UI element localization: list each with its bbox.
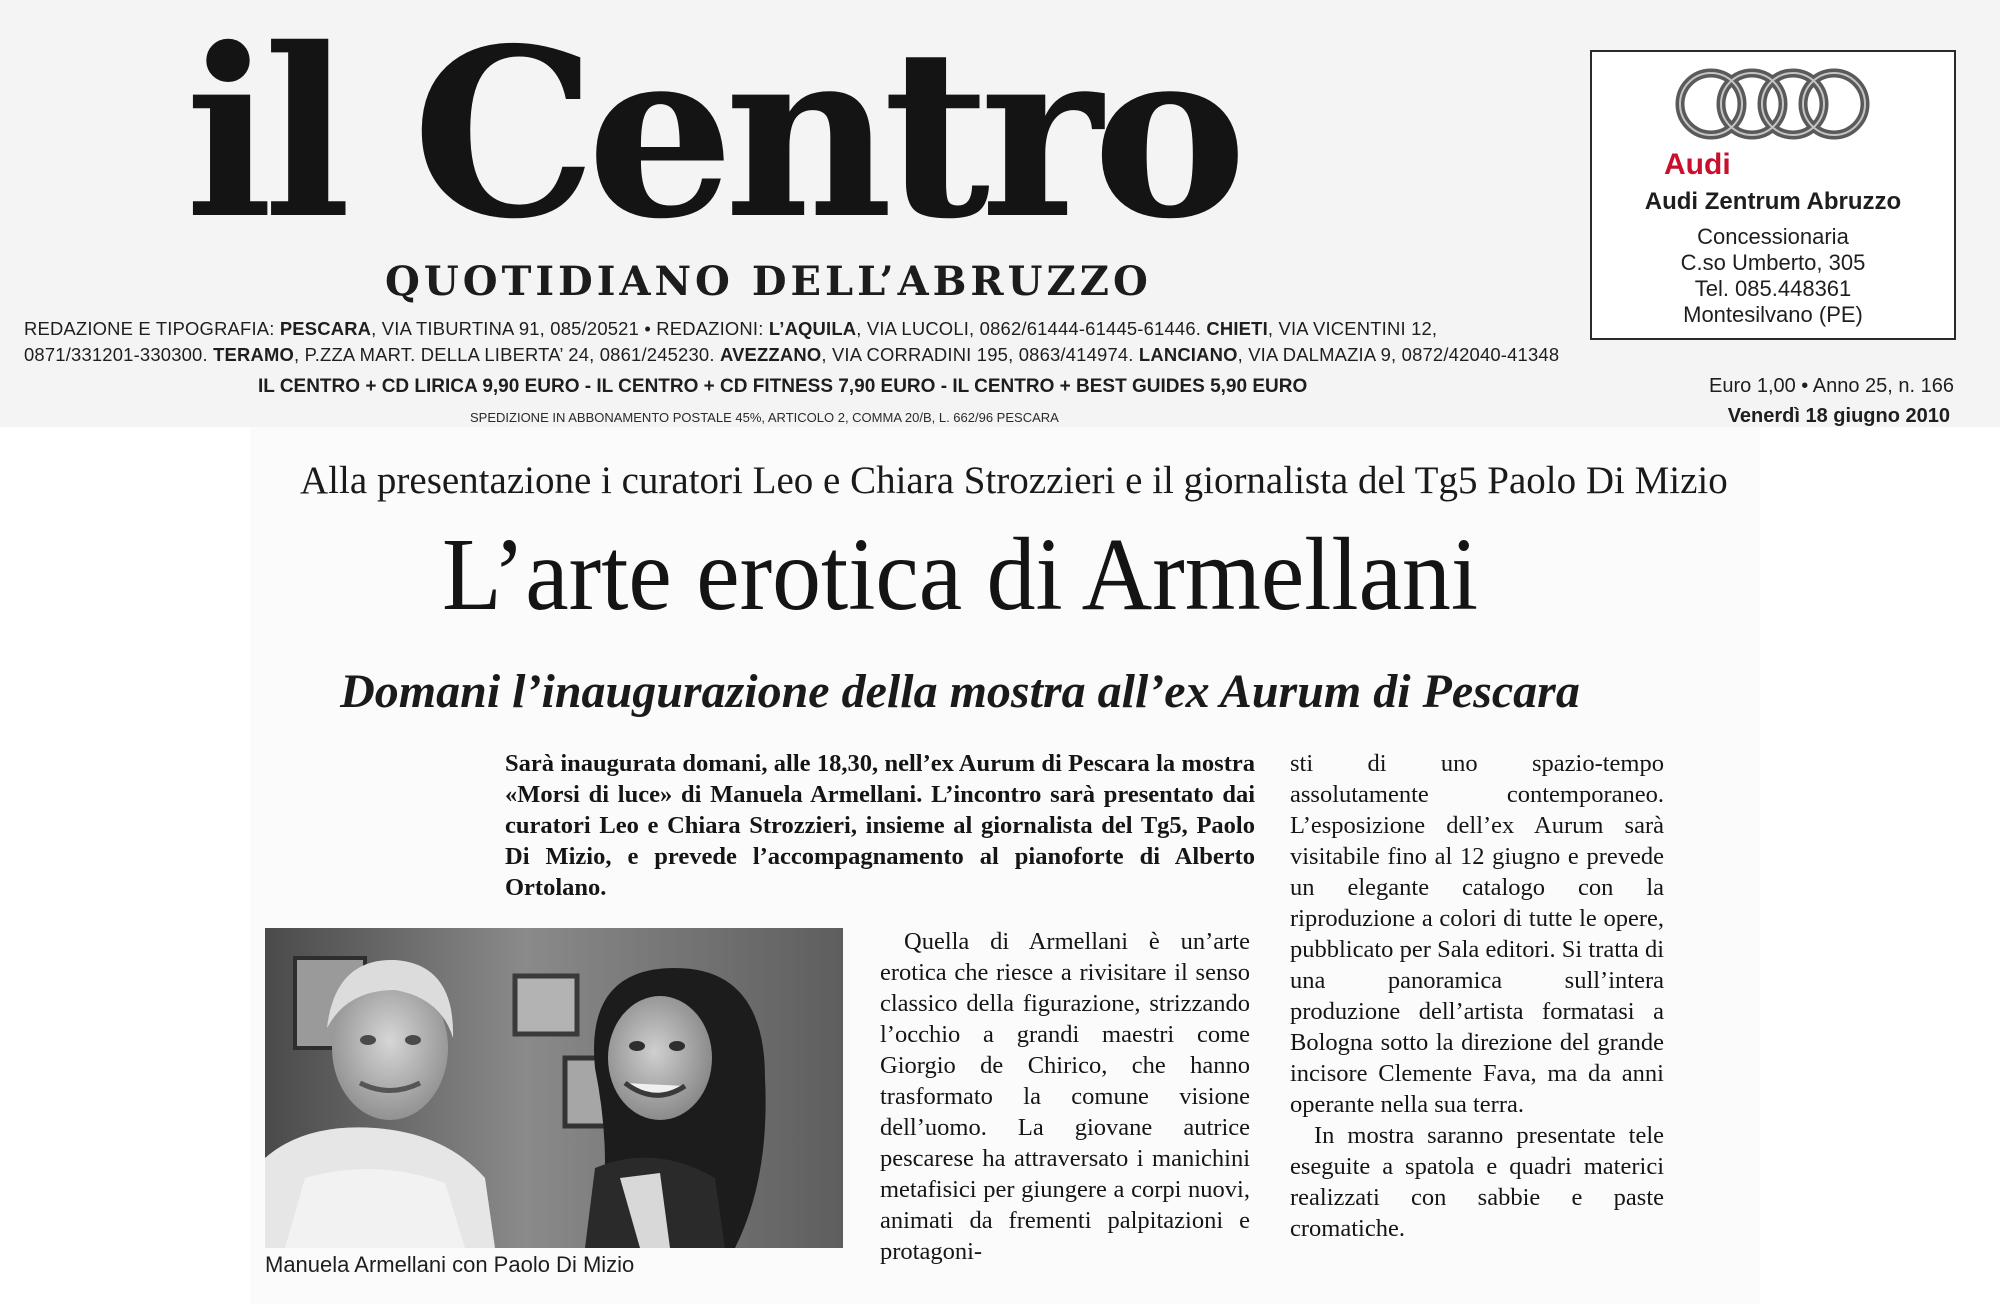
article-photo	[265, 928, 843, 1248]
address-city: CHIETI	[1206, 318, 1268, 339]
address-label: REDAZIONE E TIPOGRAFIA:	[24, 318, 275, 339]
ad-line: Montesilvano (PE)	[1683, 302, 1863, 327]
ad-line: Concessionaria	[1697, 224, 1849, 249]
address-line-2	[24, 344, 1559, 366]
article-kicker: Alla presentazione i curatori Leo e Chiara Strozzieri e il giornalista del Tg5 Paolo Di Mizio	[300, 459, 1728, 502]
address-text: , VIA DALMAZIA 9, 0872/42040-41348	[1237, 344, 1560, 365]
address-text: , P.ZZA MART. DELLA LIBERTA’ 24, 0861/245230.	[294, 344, 715, 365]
address-text: 0871/331201-330300.	[24, 344, 208, 365]
article-subhead: Domani l’inaugurazione della mostra all’ex Aurum di Pescara	[340, 665, 1580, 718]
offers-line: IL CENTRO + CD LIRICA 9,90 EURO - IL CENTRO + CD FITNESS 7,90 EURO - IL CENTRO + BEST GUIDES 5,90 EURO	[258, 376, 1308, 397]
address-city: PESCARA	[279, 318, 372, 339]
ad-line: C.so Umberto, 305	[1680, 250, 1866, 275]
article-paragraph: Quella di Armellani è un’arte erotica che riesce a rivisitare il senso classico della figurazione, strizzando l’occhio a grandi maestri come Giorgio de Chirico, che hanno trasformato la comune visione dell’uomo. La giovane autrice pescarese ha attraversato i manichini metafisici per giungere a corpi nuovi, animati da frementi palpitazioni e protagoni-	[880, 928, 1250, 1265]
address-city: TERAMO	[213, 344, 294, 365]
address-text: , VIA VICENTINI 12,	[1267, 318, 1438, 339]
address-line-1	[24, 318, 1437, 340]
article-lead: Sarà inaugurata domani, alle 18,30, nell’ex Aurum di Pescara la mostra «Morsi di luce» di Manuela Armellani. L’incontro sarà presentato dai curatori Leo e Chiara Strozzieri, insieme al giornalista del Tg5, Paolo Di Mizio, e prevede l’accompagnamento al pianoforte di Alberto Ortolano.	[505, 750, 1255, 901]
address-text: , VIA TIBURTINA 91, 085/20521 • REDAZIONI:	[371, 318, 764, 339]
issue-date: Venerdì 18 giugno 2010	[1727, 405, 1950, 427]
ad-brand: Audi	[1664, 148, 1731, 181]
photo-caption: Manuela Armellani con Paolo Di Mizio	[265, 1252, 635, 1277]
article-column-middle	[880, 926, 1250, 1267]
article-paragraph: In mostra saranno presentate tele eseguite a spatola e quadri materici realizzati con sabbie e paste cromatiche.	[1290, 1122, 1664, 1242]
address-city: LANCIANO	[1138, 344, 1238, 365]
address-city: L’AQUILA	[768, 318, 857, 339]
photo-image	[265, 928, 843, 1248]
address-city: AVEZZANO	[719, 344, 822, 365]
address-text: , VIA LUCOLI, 0862/61444-61445-61446.	[856, 318, 1202, 339]
ad-line: Tel. 085.448361	[1694, 276, 1852, 301]
ad-dealer: Audi Zentrum Abruzzo	[1644, 188, 1902, 215]
address-text: , VIA CORRADINI 195, 0863/414974.	[821, 344, 1134, 365]
article-headline: L’arte erotica di Armellani	[441, 517, 1479, 632]
postal-line: SPEDIZIONE IN ABBONAMENTO POSTALE 45%, ARTICOLO 2, COMMA 20/B, L. 662/96 PESCARA	[470, 410, 1059, 425]
article-column-right	[1290, 748, 1664, 1244]
issue-price: Euro 1,00 • Anno 25, n. 166	[1709, 375, 1954, 397]
newspaper-logo: il Centro	[185, 0, 1238, 270]
article-paragraph: sti di uno spazio-tempo assolutamente contemporaneo. L’esposizione dell’ex Aurum sarà visitabile fino al 12 giugno e prevede un elegante catalogo con la riproduzione a colori di tutte le opere, pubblicato per Sala editori. Si tratta di una panoramica sull’intera produzione dell’artista formatasi a Bologna sotto la direzione del grande incisore Clemente Fava, ma da anni operante nella sua terra.	[1290, 750, 1664, 1118]
audi-ad	[1590, 50, 1956, 340]
audi-rings-icon	[1675, 66, 1871, 142]
newspaper-subtitle: QUOTIDIANO DELL’ABRUZZO	[385, 258, 1152, 305]
